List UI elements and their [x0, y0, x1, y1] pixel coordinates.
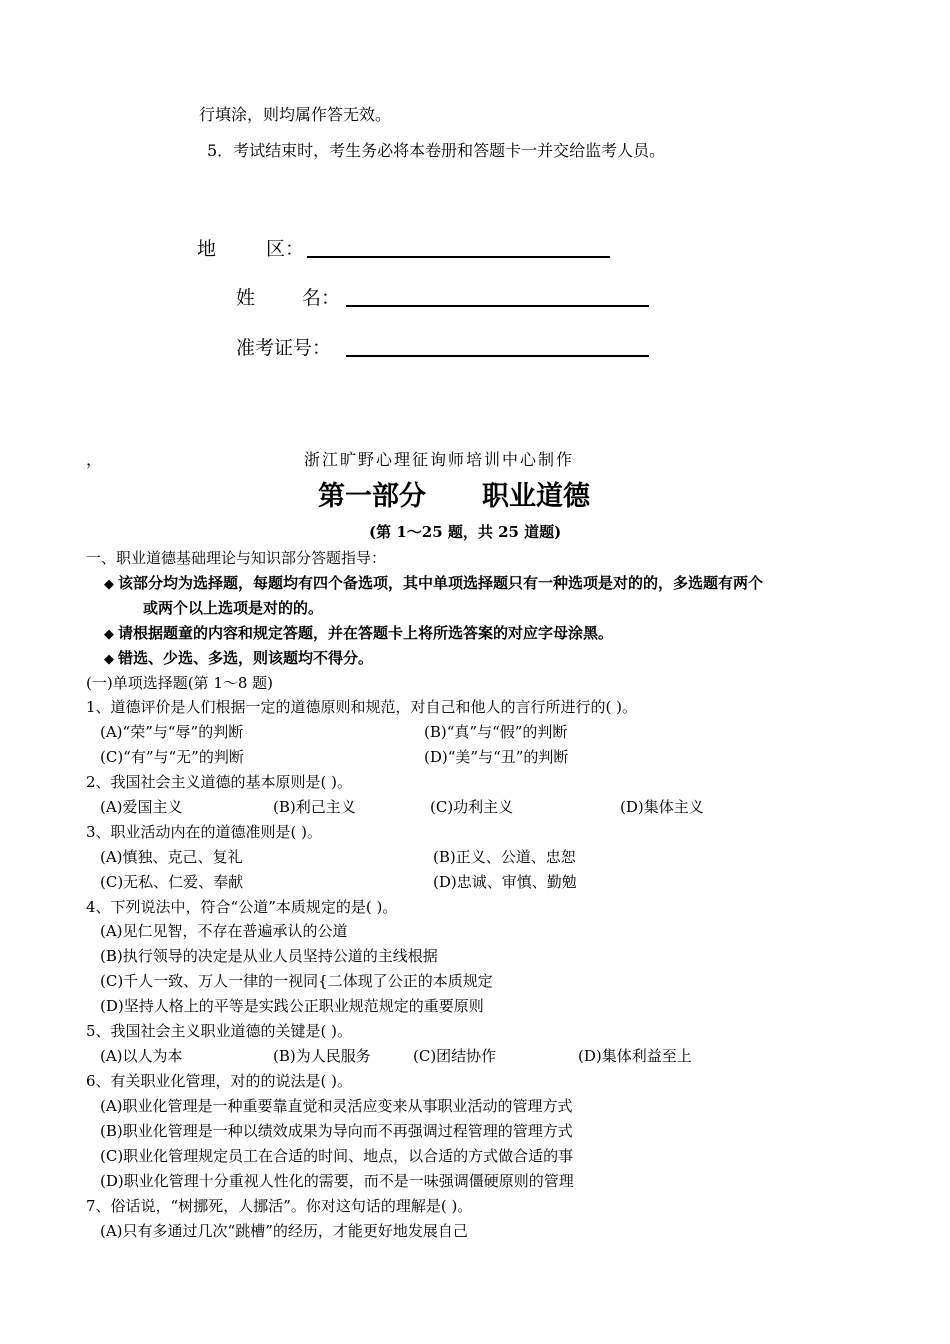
guide-bullet-1-line1: 该部分均为选择题，每题均有四个备选项，其中单项选择题只有一种选项是对的的，多选题有两个: [118, 574, 764, 592]
ticket-label: 准考证号：: [236, 337, 332, 359]
diamond-bullet-icon: ◆: [104, 652, 114, 667]
part-title-a: 第一部分: [318, 481, 426, 512]
region-label-b: 区：: [266, 238, 305, 260]
guide-bullet-1-line2: 或两个以上选项是对的的。: [143, 599, 324, 617]
question-7-stem: 7、俗话说，“树挪死，人挪活”。你对这句话的理解是( )。: [86, 1197, 473, 1215]
diamond-bullet-icon: ◆: [104, 627, 114, 642]
ticket-blank-line: [346, 355, 649, 357]
question-6-option-b: (B)职业化管理是一种以绩效成果为导向而不再强调过程管理的管理方式: [100, 1122, 573, 1140]
region-blank-line: [307, 256, 610, 258]
question-2-option-c: (C)功利主义: [430, 798, 514, 816]
question-6-option-a: (A)职业化管理是一种重要靠直觉和灵活应变来从事职业活动的管理方式: [100, 1097, 573, 1115]
part-title: [318, 480, 590, 514]
question-3-option-c: (C)无私、仁爱、奉献: [100, 873, 244, 891]
question-2-option-d: (D)集体主义: [620, 798, 704, 816]
guide-bullet-3: [104, 648, 373, 670]
question-4-stem: 4、下列说法中，符合“公道”本质规定的是( )。: [86, 898, 398, 916]
part-title-b: 职业道德: [482, 481, 590, 512]
question-3-option-a: (A)慎独、克己、复礼: [100, 848, 243, 866]
instruction-continuation: 行填涂，则均属作答无效。: [199, 105, 392, 124]
question-3-stem: 3、职业活动内在的道德准则是( )。: [86, 823, 323, 841]
question-1-stem: 1、道德评价是人们根据一定的道德原则和规范，对自己和他人的言行所进行的( )。: [86, 698, 638, 716]
question-5-option-b: (B)为人民服务: [273, 1047, 371, 1065]
question-5-stem: 5、我国社会主义职业道德的关键是( )。: [86, 1022, 353, 1040]
producer-line: 浙江旷野心理征询师培训中心制作: [304, 450, 575, 469]
region-label-a: 地: [197, 238, 217, 260]
name-label-b: 名：: [302, 287, 341, 309]
part-subtitle: (第 1～25 题，共 25 道题): [369, 523, 562, 541]
question-4-option-b: (B)执行领导的决定是从业人员坚持公道的主线根据: [100, 947, 438, 965]
name-blank-line: [346, 305, 649, 307]
question-2-option-b: (B)利己主义: [273, 798, 356, 816]
comma-mark: ，: [86, 450, 103, 469]
section-single-choice: (一)单项选择题(第 1～8 题): [86, 674, 274, 692]
guide-bullet-2: [104, 623, 613, 645]
question-5-option-c: (C)团结协作: [413, 1047, 497, 1065]
question-3-option-b: (B)正义、公道、忠恕: [433, 848, 576, 866]
question-1-option-d: (D)“美”与“丑”的判断: [424, 748, 569, 766]
question-1-option-a: (A)“荣”与“辱”的判断: [100, 723, 244, 741]
question-6-stem: 6、有关职业化管理，对的的说法是( )。: [86, 1072, 353, 1090]
question-6-option-d: (D)职业化管理十分重视人性化的需要，而不是一味强调僵硬原则的管理: [100, 1172, 574, 1190]
question-4-option-c: (C)千人一致、万人一律的一视同{二体现了公正的本质规定: [100, 972, 493, 990]
instruction-5: 5．考试结束时，考生务必将本卷册和答题卡一并交给监考人员。: [207, 141, 666, 160]
question-2-stem: 2、我国社会主义道德的基本原则是( )。: [86, 773, 353, 791]
question-6-option-c: (C)职业化管理规定员工在合适的时间、地点，以合适的方式做合适的事: [100, 1147, 574, 1165]
question-1-option-c: (C)“有”与“无”的判断: [100, 748, 244, 766]
question-3-option-d: (D)忠诚、审慎、勤勉: [433, 873, 577, 891]
guide-heading: 一、职业道德基础理论与知识部分答题指导：: [86, 549, 387, 567]
question-4-option-d: (D)坚持人格上的平等是实践公正职业规范规定的重要原则: [100, 997, 484, 1015]
question-1-option-b: (B)“真”与“假”的判断: [424, 723, 568, 741]
diamond-bullet-icon: ◆: [104, 577, 114, 592]
question-4-option-a: (A)见仁见智，不存在普遍承认的公道: [100, 922, 348, 940]
guide-bullet-1: [104, 573, 763, 595]
guide-bullet-3-text: 错选、少选、多选，则该题均不得分。: [118, 649, 374, 667]
question-5-option-d: (D)集体利益至上: [578, 1047, 692, 1065]
guide-bullet-2-text: 请根据题童的内容和规定答题，并在答题卡上将所选答案的对应字母涂黑。: [118, 624, 614, 642]
question-5-option-a: (A)以人为本: [100, 1047, 183, 1065]
name-label-a: 姓: [236, 287, 256, 309]
question-2-option-a: (A)爱国主义: [100, 798, 183, 816]
question-7-option-a: (A)只有多通过几次“跳槽”的经历，才能更好地发展自己: [100, 1222, 468, 1240]
